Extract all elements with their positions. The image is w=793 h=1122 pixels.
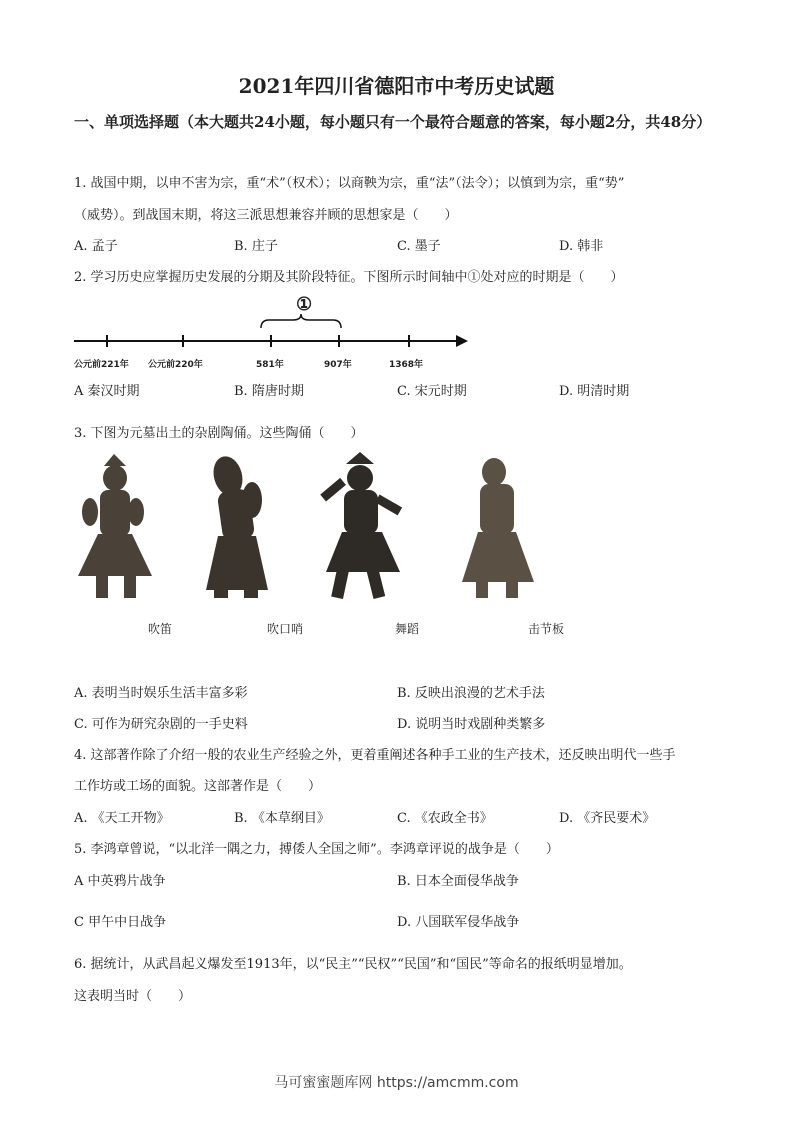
- timeline-tick: [338, 335, 340, 347]
- q4-option-b: B. 《本草纲目》: [234, 811, 330, 826]
- figurine-flute-image: [70, 450, 160, 606]
- figurine-whistle-image: [192, 450, 282, 606]
- q4-option-c: C. 《农政全书》: [397, 811, 493, 826]
- figure-caption: 吹口哨: [267, 622, 304, 636]
- q2-option-b: B. 隋唐时期: [234, 384, 304, 399]
- q1-stem-line1: 1. 战国中期，以申不害为宗，重“术”（权术）；以商鞅为宗，重“法”（法令）；以慎到为宗，重“势”: [74, 176, 625, 191]
- timeline: [74, 294, 474, 374]
- timeline-brace: [259, 314, 343, 330]
- q3-stem: 3. 下图为元墓出土的杂剧陶俑。这些陶俑（ ）: [74, 426, 364, 441]
- q4-option-a: A. 《天工开物》: [74, 811, 170, 826]
- timeline-label: 581年: [256, 360, 284, 370]
- q4-option-d: D. 《齐民要术》: [559, 811, 656, 826]
- q1-option-a: A. 孟子: [74, 239, 118, 254]
- timeline-tick: [270, 335, 272, 347]
- timeline-marker: ①: [296, 294, 313, 315]
- timeline-label: 907年: [324, 360, 352, 370]
- q1-stem-line2: （威势）。到战国末期，将这三派思想兼容并顾的思想家是（ ）: [74, 208, 458, 223]
- q6-stem-line1: 6. 据统计，从武昌起义爆发至1913年，以“民主”“民权”“民国”和“国民”等命名的报纸明显增加。: [74, 957, 632, 972]
- timeline-label: 1368年: [389, 360, 424, 370]
- section-heading: 一、单项选择题（本大题共24小题，每小题只有一个最符合题意的答案，每小题2分，共48分）: [74, 113, 712, 131]
- q1-option-b: B. 庄子: [234, 239, 278, 254]
- q6-stem-line2: 这表明当时（ ）: [74, 989, 192, 1004]
- q5-option-a: A 中英鸦片战争: [74, 874, 166, 889]
- figure-caption: 击节板: [528, 622, 565, 636]
- q2-option-a: A 秦汉时期: [74, 384, 140, 399]
- q5-option-d: D. 八国联军侵华战争: [397, 915, 520, 930]
- q2-stem: 2. 学习历史应掌握历史发展的分期及其阶段特征。下图所示时间轴中①处对应的时期是（ ）: [74, 270, 624, 285]
- q3-option-a: A. 表明当时娱乐生活丰富多彩: [74, 686, 248, 701]
- q5-option-b: B. 日本全面侵华战争: [397, 874, 519, 889]
- timeline-label: 公元前221年: [74, 360, 129, 370]
- q5-stem: 5. 李鸿章曾说，“以北洋一隅之力，搏倭人全国之师”。李鸿章评说的战争是（ ）: [74, 842, 559, 857]
- q5-option-c: C 甲午中日战争: [74, 915, 167, 930]
- timeline-tick: [182, 335, 184, 347]
- figure-caption: 吹笛: [148, 622, 173, 636]
- timeline-label: 公元前220年: [148, 360, 203, 370]
- timeline-tick: [106, 335, 108, 347]
- q4-stem-line1: 4. 这部著作除了介绍一般的农业生产经验之外，更着重阐述各种手工业的生产技术，还反映出明代一些手: [74, 748, 676, 763]
- figure-caption: 舞蹈: [395, 622, 420, 636]
- q3-option-c: C. 可作为研究杂剧的一手史料: [74, 717, 248, 732]
- figurine-clapper-image: [456, 450, 546, 606]
- q1-option-d: D. 韩非: [559, 239, 604, 254]
- q4-stem-line2: 工作坊或工场的面貌。这部著作是（ ）: [74, 779, 322, 794]
- figurine-dancer-image: [312, 450, 412, 606]
- q2-option-d: D. 明清时期: [559, 384, 630, 399]
- q3-option-d: D. 说明当时戏剧种类繁多: [397, 717, 546, 732]
- q3-option-b: B. 反映出浪漫的艺术手法: [397, 686, 545, 701]
- page-title: 2021年四川省德阳市中考历史试题: [238, 74, 555, 98]
- timeline-tick: [408, 335, 410, 347]
- q2-option-c: C. 宋元时期: [397, 384, 467, 399]
- footer-watermark: 马可蜜蜜题库网 https://amcmm.com: [274, 1075, 519, 1091]
- q1-option-c: C. 墨子: [397, 239, 441, 254]
